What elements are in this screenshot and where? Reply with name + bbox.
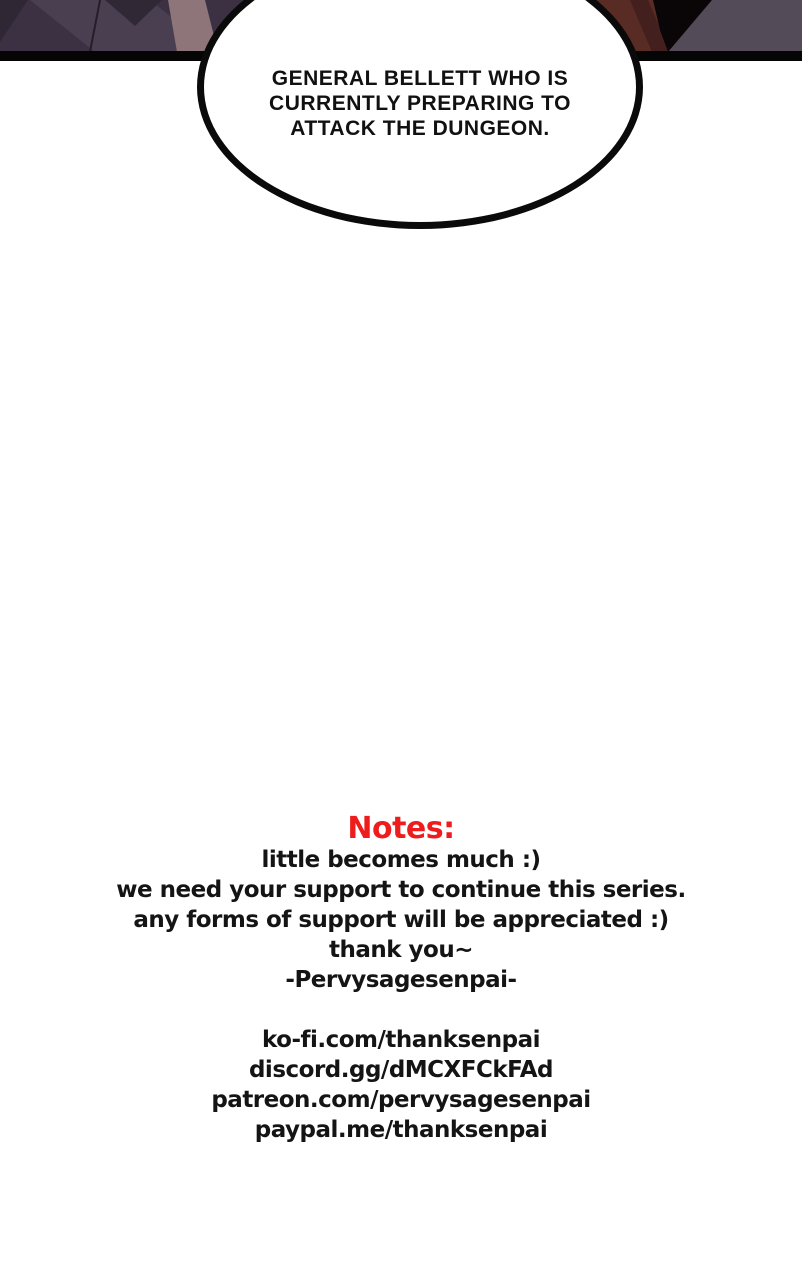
support-link-kofi: ko-fi.com/thanksenpai [261, 1027, 541, 1053]
speech-bubble-line: ATTACK THE DUNGEON. [290, 117, 550, 140]
notes-line: we need your support to continue this series. [116, 877, 686, 903]
support-links-section [0, 1025, 802, 1145]
notes-line: any forms of support will be appreciated :) [133, 907, 669, 933]
speech-bubble-line: CURRENTLY PREPARING TO [269, 92, 571, 115]
notes-line: thank you~ [328, 937, 473, 963]
notes-heading: Notes: [347, 811, 455, 846]
support-link-discord: discord.gg/dMCXFCkFAd [248, 1057, 554, 1083]
support-link-paypal: paypal.me/thanksenpai [254, 1117, 548, 1143]
speech-bubble-text [204, 66, 636, 141]
notes-section [0, 813, 802, 995]
notes-line: little becomes much :) [261, 847, 541, 873]
notes-signature: -Pervysagesenpai- [285, 967, 517, 993]
speech-bubble-line: GENERAL BELLETT WHO IS [271, 67, 569, 90]
speech-bubble [197, 0, 643, 229]
support-link-patreon: patreon.com/pervysagesenpai [211, 1087, 591, 1113]
